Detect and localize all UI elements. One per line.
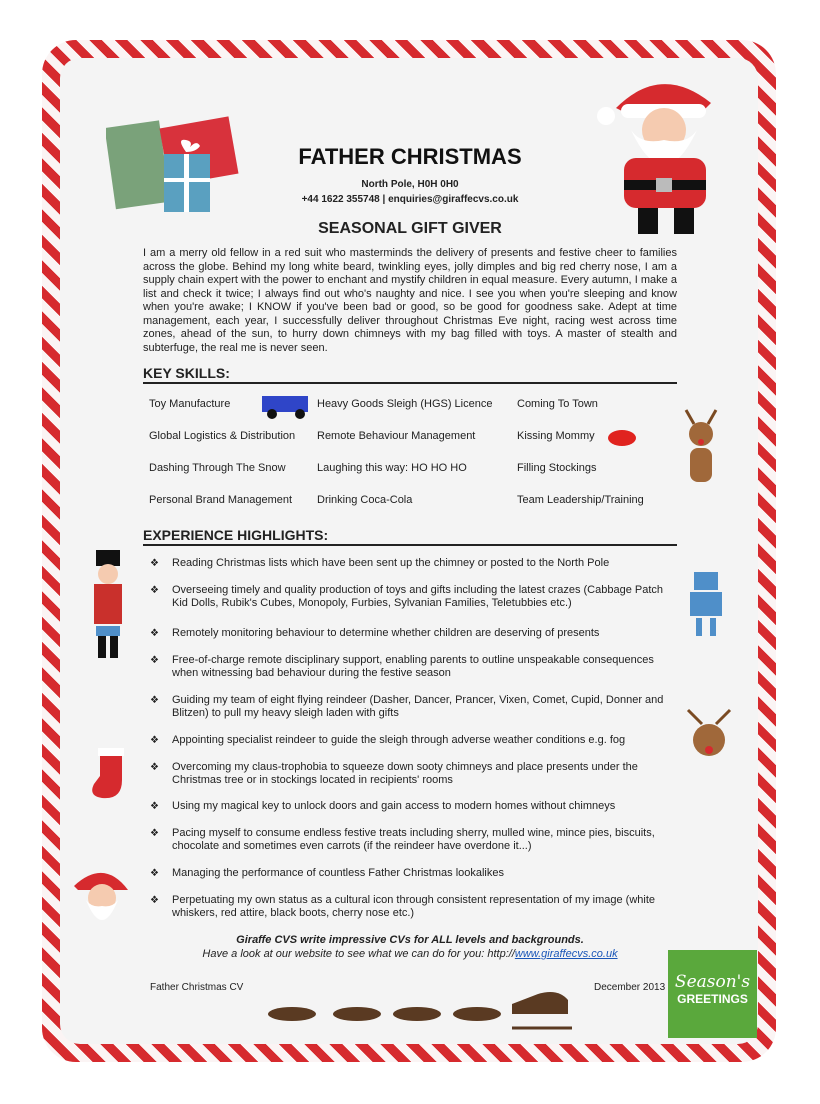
- skill-item: Heavy Goods Sleigh (HGS) Licence: [317, 398, 493, 410]
- bullet-icon: ❖: [150, 828, 159, 839]
- stocking-icon: [86, 736, 130, 802]
- experience-item: [150, 734, 675, 747]
- bullet-icon: ❖: [150, 655, 159, 666]
- profile-summary: I am a merry old fellow in a red suit who masterminds the delivery of presents and festive cheer to families across the globe. Behind my long white beard, twinkling eyes, jolly dimples and big red cherry nose, I am a supply chain expert with the power to enchant and mystify children in equal measure. Every autumn, I make a list and check it twice; I always find out who's naughty and nice. I see you when you're sleeping and know when you're awake; I KNOW if you've been bad or good, so be good for goodness sake. Adept at time management, each year, I successfully deliver throughout Christmas Eve night, racing west across time zones, ahead of the sun, to hurry down chimneys with my bag filled with toys. A master of stealth and subterfuge, the real me is never seen.: [143, 247, 677, 354]
- nutcracker-icon: [88, 548, 128, 660]
- footer-left: Father Christmas CV: [150, 982, 244, 993]
- skill-item: Drinking Coca-Cola: [317, 494, 413, 506]
- experience-item: [150, 557, 675, 570]
- experience-heading: EXPERIENCE HIGHLIGHTS:: [143, 527, 677, 546]
- truck-icon: [260, 390, 310, 420]
- bullet-icon: ❖: [150, 585, 159, 596]
- bullet-icon: ❖: [150, 558, 159, 569]
- key-skills-heading: KEY SKILLS:: [143, 365, 677, 384]
- address: North Pole, H0H 0H0: [361, 179, 459, 190]
- experience-text: Pacing myself to consume endless festive treats including sherry, mulled wine, mince pies, biscuits, chocolate and sometimes even carrots (if the reindeer have overdone it...): [172, 827, 655, 852]
- skill-item: Toy Manufacture: [149, 398, 231, 410]
- seasons-greetings-badge: [668, 950, 757, 1038]
- experience-item: [150, 694, 675, 720]
- badge-line2: GREETINGS: [677, 992, 748, 1006]
- bullet-icon: ❖: [150, 628, 159, 639]
- robot-icon: [686, 562, 726, 638]
- reindeer-icon: [676, 406, 726, 484]
- experience-item: [150, 827, 675, 853]
- footer-date: December 2013: [594, 982, 666, 993]
- santa-face-icon: [68, 866, 136, 930]
- experience-text: Managing the performance of countless Father Christmas lookalikes: [172, 867, 504, 879]
- experience-text: Guiding my team of eight flying reindeer (Dasher, Dancer, Prancer, Vixen, Comet, Cupid, Donner and Blitzen) to pull my heavy sleigh laden with gifts: [172, 694, 664, 719]
- skill-item: Remote Behaviour Management: [317, 430, 476, 442]
- sleigh-reindeer-icon: [262, 984, 578, 1036]
- bullet-icon: ❖: [150, 868, 159, 879]
- reindeer-face-icon: [680, 706, 738, 760]
- experience-item: [150, 627, 675, 640]
- skill-item: Team Leadership/Training: [517, 494, 644, 506]
- skill-item: Dashing Through The Snow: [149, 462, 286, 474]
- cv-role-title: SEASONAL GIFT GIVER: [318, 220, 502, 237]
- experience-text: Using my magical key to unlock doors and gain access to modern homes without chimneys: [172, 800, 616, 812]
- footer-tagline: Giraffe CVS write impressive CVs for ALL levels and backgrounds.: [236, 934, 584, 946]
- experience-item: [150, 761, 675, 787]
- footer-cta: [0, 948, 820, 960]
- skill-item: Coming To Town: [517, 398, 598, 410]
- website-link[interactable]: www.giraffecvs.co.uk: [514, 948, 618, 960]
- experience-text: Remotely monitoring behaviour to determine whether children are deserving of presents: [172, 627, 600, 639]
- bullet-icon: ❖: [150, 735, 159, 746]
- experience-item: [150, 584, 675, 610]
- experience-text: Appointing specialist reindeer to guide the sleigh through adverse weather conditions e.g. fog: [172, 734, 626, 746]
- experience-text: Free-of-charge remote disciplinary support, enabling parents to outline unspeakable consequences when witnessing bad behaviour during the festive season: [172, 654, 654, 679]
- skill-item: Kissing Mommy: [517, 430, 595, 442]
- cv-name: FATHER CHRISTMAS: [298, 144, 522, 169]
- bullet-icon: ❖: [150, 801, 159, 812]
- experience-item: [150, 894, 675, 920]
- experience-item: [150, 654, 675, 680]
- badge-line1: Season's: [674, 972, 751, 992]
- skill-item: Filling Stockings: [517, 462, 597, 474]
- skill-item: Personal Brand Management: [149, 494, 293, 506]
- experience-item: [150, 867, 675, 880]
- skill-item: Laughing this way: HO HO HO: [317, 462, 467, 474]
- bullet-icon: ❖: [150, 895, 159, 906]
- experience-text: Perpetuating my own status as a cultural icon through consistent representation of my image (white whiskers, red attire, black boots, cherry nose etc.): [172, 894, 656, 919]
- experience-text: Overseeing timely and quality production of toys and gifts including the latest crazes (Cabbage Patch Kid Dolls, Rubik's Cubes, Monopoly, Furbies, Sylvanian Families, Teletubbies etc.): [172, 584, 663, 609]
- experience-text: Reading Christmas lists which have been sent up the chimney or posted to the North Pole: [172, 557, 610, 569]
- footer-cta-text: Have a look at our website to see what we can do for you: http://: [202, 948, 515, 960]
- bullet-icon: ❖: [150, 695, 159, 706]
- experience-text: Overcoming my claus-trophobia to squeeze down sooty chimneys and place presents under the Christmas tree or in stockings located in recipients' rooms: [172, 761, 638, 786]
- skill-item: Global Logistics & Distribution: [149, 430, 296, 442]
- bullet-icon: ❖: [150, 762, 159, 773]
- lips-icon: [606, 428, 638, 448]
- experience-item: [150, 800, 675, 813]
- contact-line: +44 1622 355748 | enquiries@giraffecvs.co.uk: [301, 194, 519, 205]
